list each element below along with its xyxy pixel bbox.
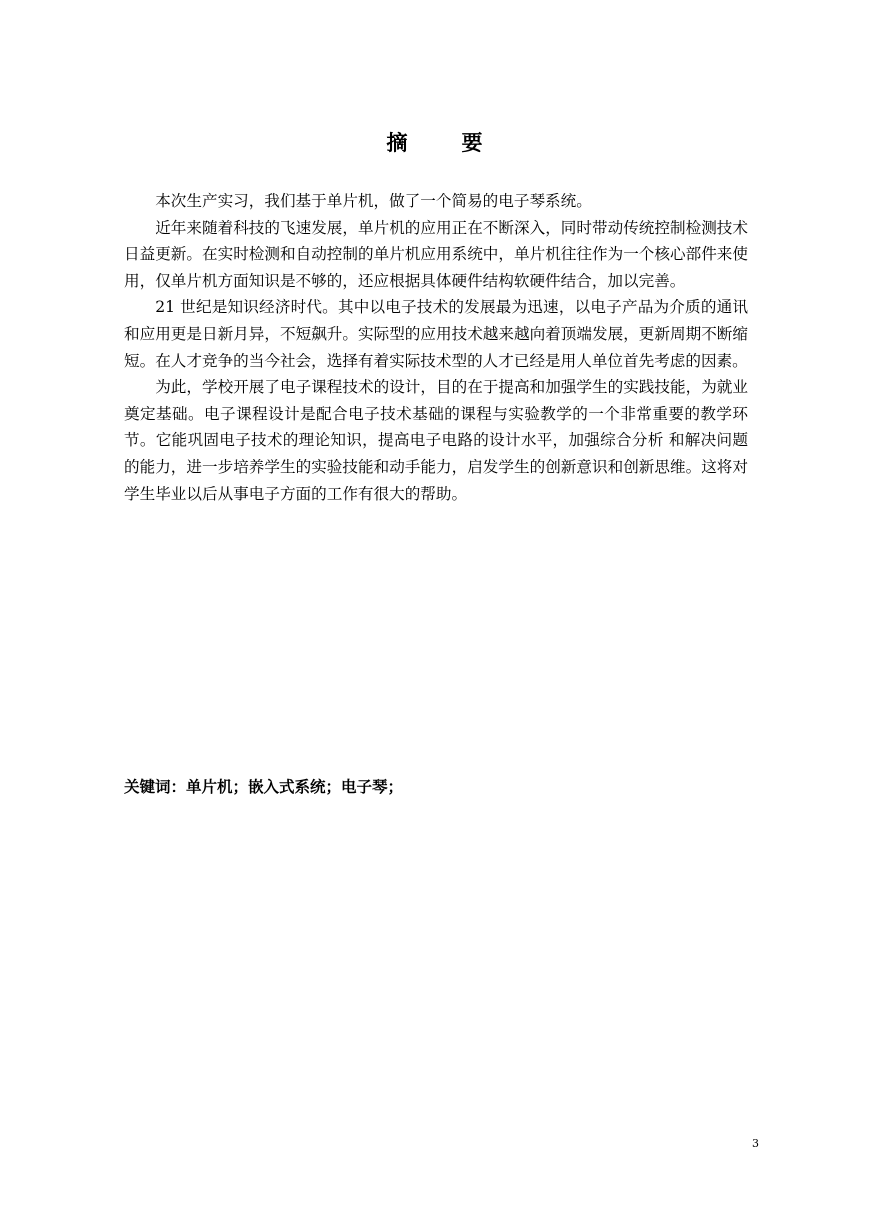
page-number: 3 (752, 1137, 759, 1150)
abstract-paragraph: 本次生产实习，我们基于单片机，做了一个简易的电子琴系统。 (155, 192, 592, 210)
abstract-paragraph: 近年来随着科技的飞速发展，单片机的应用正在不断深入，同时带动传统控制检测技术日益更新。在实时检测和自动控制的单片机应用系统中，单片机往往作为一个核心部件来使用，仅单片机方面知识是不够的，还应根据具体硬件结构软硬件结合，加以完善。 (124, 218, 748, 290)
abstract-title (0, 128, 869, 158)
abstract-body (124, 188, 748, 507)
abstract-title-char-1: 摘 (386, 131, 408, 155)
abstract-title-char-2: 要 (461, 131, 483, 155)
abstract-paragraph: 为此，学校开展了电子课程技术的设计，目的在于提高和加强学生的实践技能，为就业奠定基础。电子课程设计是配合电子技术基础的课程与实验教学的一个非常重要的教学环节。它能巩固电子技术的理论知识，提高电子电路的设计水平，加强综合分析 和解决问题的能力，进一步培养学生的实验技能和动手能力，启发学生的创新意识和创新思维。这将对学生毕业以后从事电子方面的工作有很大的帮助。 (124, 378, 748, 503)
abstract-paragraph: 21 世纪是知识经济时代。其中以电子技术的发展最为迅速，以电子产品为介质的通讯和应用更是日新月异，不短飙升。实际型的应用技术越来越向着顶端发展，更新周期不断缩短。在人才竞争的当今社会，选择有着实际技术型的人才已经是用人单位首先考虑的因素。 (124, 298, 748, 370)
keywords-line: 关键词：单片机；嵌入式系统；电子琴； (124, 778, 404, 796)
